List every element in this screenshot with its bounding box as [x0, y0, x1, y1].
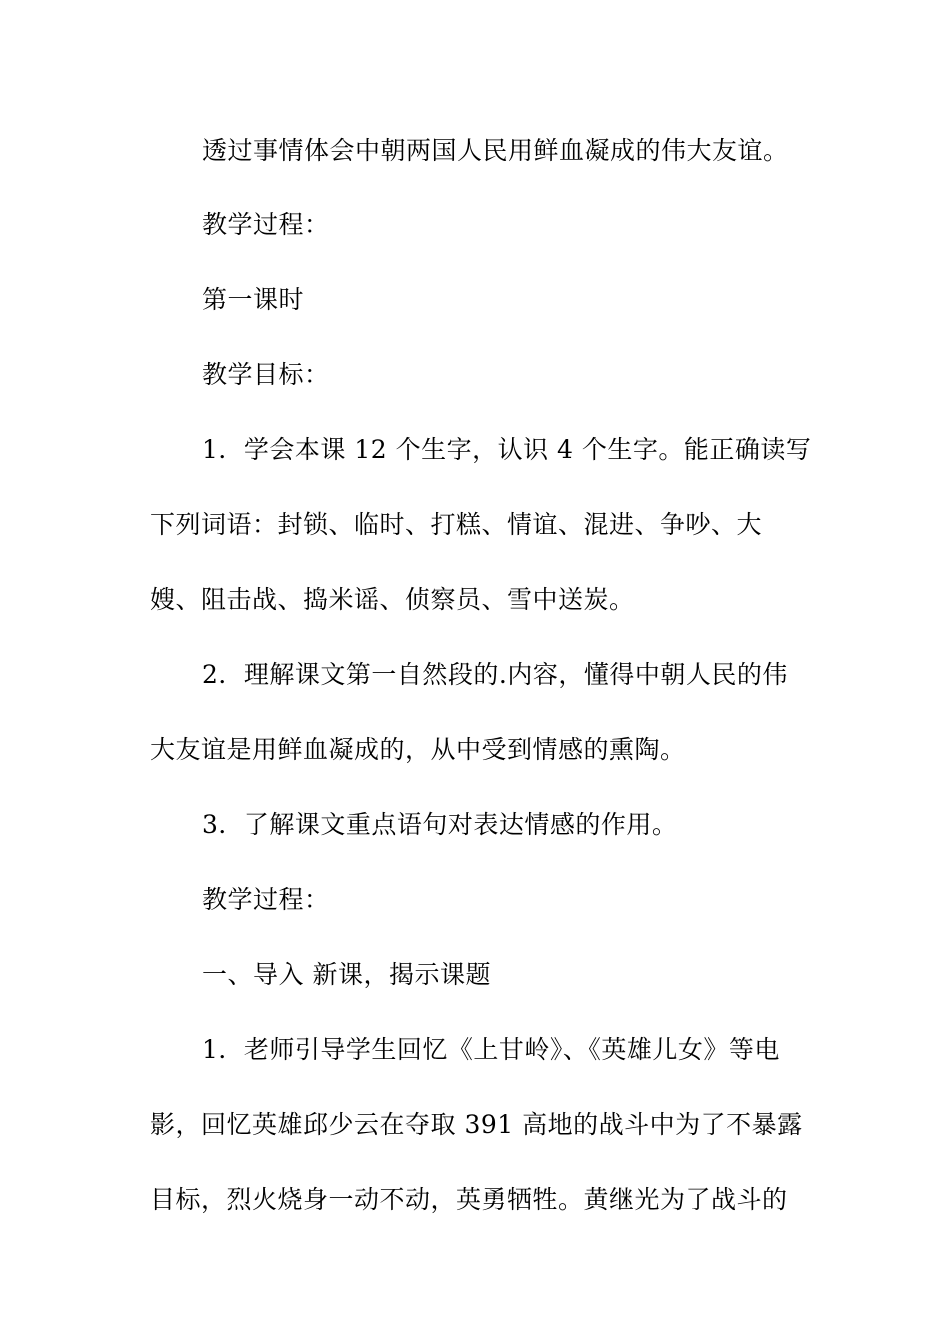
- paragraph-line: 1．学会本课 12 个生字，认识 4 个生字。能正确读写: [202, 435, 812, 464]
- paragraph-line: 下列词语：封锁、临时、打糕、情谊、混进、争吵、大: [150, 510, 763, 539]
- section-heading: 教学目标：: [202, 360, 330, 389]
- paragraph-line: 3．了解课文重点语句对表达情感的作用。: [202, 810, 678, 839]
- paragraph-line: 1．老师引导学生回忆《上甘岭》、《英雄儿女》等电: [202, 1035, 780, 1064]
- paragraph-line: 嫂、阻击战、捣米谣、侦察员、雪中送炭。: [150, 585, 635, 614]
- lesson-heading: 第一课时: [202, 285, 305, 314]
- paragraph-line: 透过事情体会中朝两国人民用鲜血凝成的伟大友谊。: [202, 136, 789, 165]
- paragraph-line: 影，回忆英雄邱少云在夺取 391 高地的战斗中为了不暴露: [150, 1110, 803, 1139]
- section-heading: 教学过程：: [202, 210, 330, 239]
- paragraph-line: 大友谊是用鲜血凝成的，从中受到情感的熏陶。: [150, 735, 686, 764]
- paragraph-line: 目标，烈火烧身一动不动，英勇牺牲。黄继光为了战斗的: [150, 1185, 788, 1214]
- section-heading: 教学过程：: [202, 885, 330, 914]
- paragraph-line: 2．理解课文第一自然段的.内容，懂得中朝人民的伟: [202, 660, 788, 689]
- section-heading: 一、导入 新课，揭示课题: [202, 960, 491, 989]
